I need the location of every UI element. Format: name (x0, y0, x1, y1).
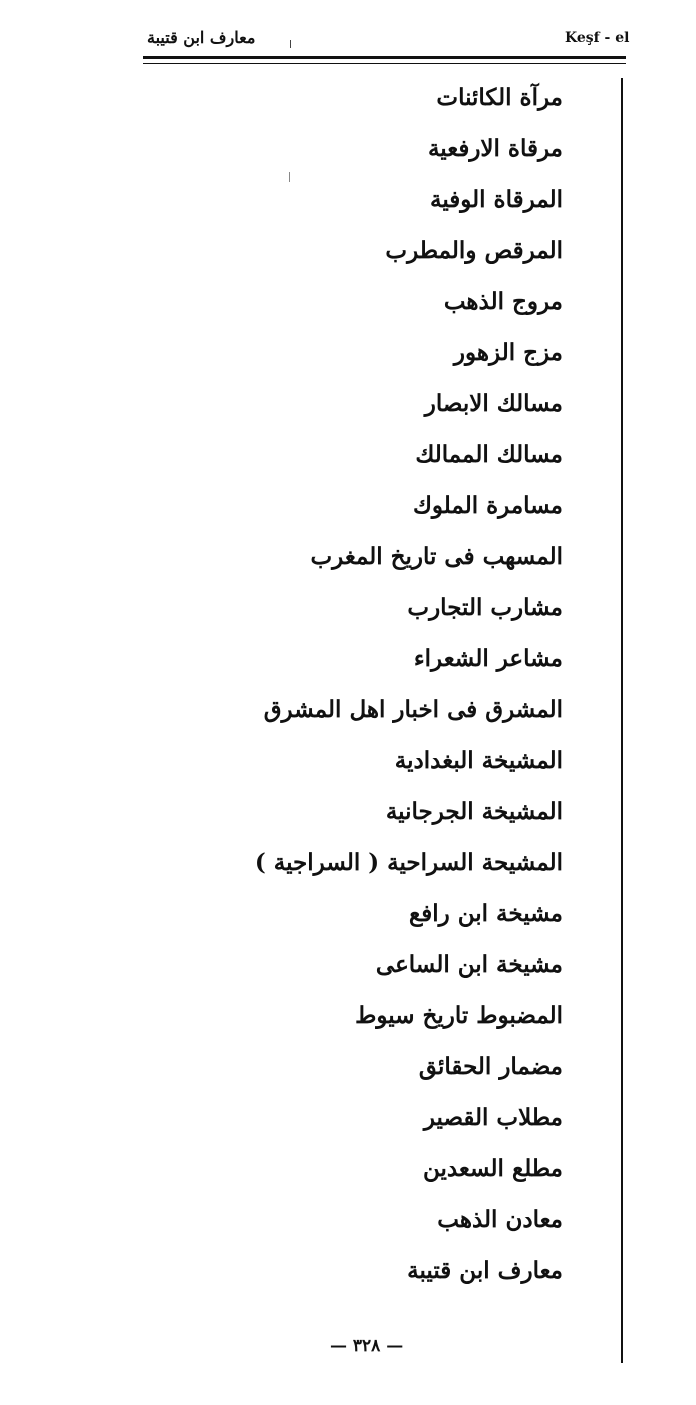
list-item: مشيخة ابن الساعى (375, 951, 563, 978)
list-item: المسهب فى تاريخ المغرب (310, 543, 563, 570)
list-item: مسامرة الملوك (412, 492, 563, 519)
header-rule-thin (143, 63, 626, 64)
list-item: مرآة الكائنات (436, 84, 563, 111)
list-item: مطلع السعدين (422, 1155, 563, 1182)
page-header (147, 28, 630, 54)
list-item: المشيخة الجرجانية (385, 798, 563, 825)
list-item: مسالك الممالك (415, 441, 563, 468)
list-item: المرقاة الوفية (430, 186, 563, 213)
list-item: مروج الذهب (443, 288, 563, 315)
entry-list (255, 76, 563, 1300)
list-item: المرقص والمطرب (385, 237, 563, 264)
list-item: معادن الذهب (437, 1206, 563, 1233)
running-head-label: Keşf - el (565, 30, 630, 46)
list-item: مرقاة الارفعية (427, 135, 563, 162)
list-item: مطلاب القصير (423, 1104, 563, 1131)
margin-vertical-rule (621, 78, 623, 1363)
list-item: مضمار الحقائق (418, 1053, 563, 1080)
list-item: المشيحة السراحية ( السراجية ) (254, 849, 563, 876)
list-item: مزج الزهور (453, 339, 563, 366)
list-item: معارف ابن قتيبة (407, 1257, 563, 1284)
list-item: مسالك الابصار (424, 390, 563, 417)
header-rule-thick (143, 56, 626, 59)
list-item: المشرق فى اخبار اهل المشرق (263, 696, 563, 723)
page-number: — ٣٢٨ — (330, 1336, 404, 1356)
running-head-title: معارف ابن قتيبة (147, 28, 256, 47)
list-item: مشيخة ابن رافع (408, 900, 563, 927)
list-item: المضبوط تاريخ سيوط (355, 1002, 563, 1029)
list-item: مشاعر الشعراء (413, 645, 563, 672)
list-item: المشيخة البغدادية (394, 747, 563, 774)
header-tick-mark (290, 40, 291, 48)
list-item: مشارب التجارب (407, 594, 563, 621)
